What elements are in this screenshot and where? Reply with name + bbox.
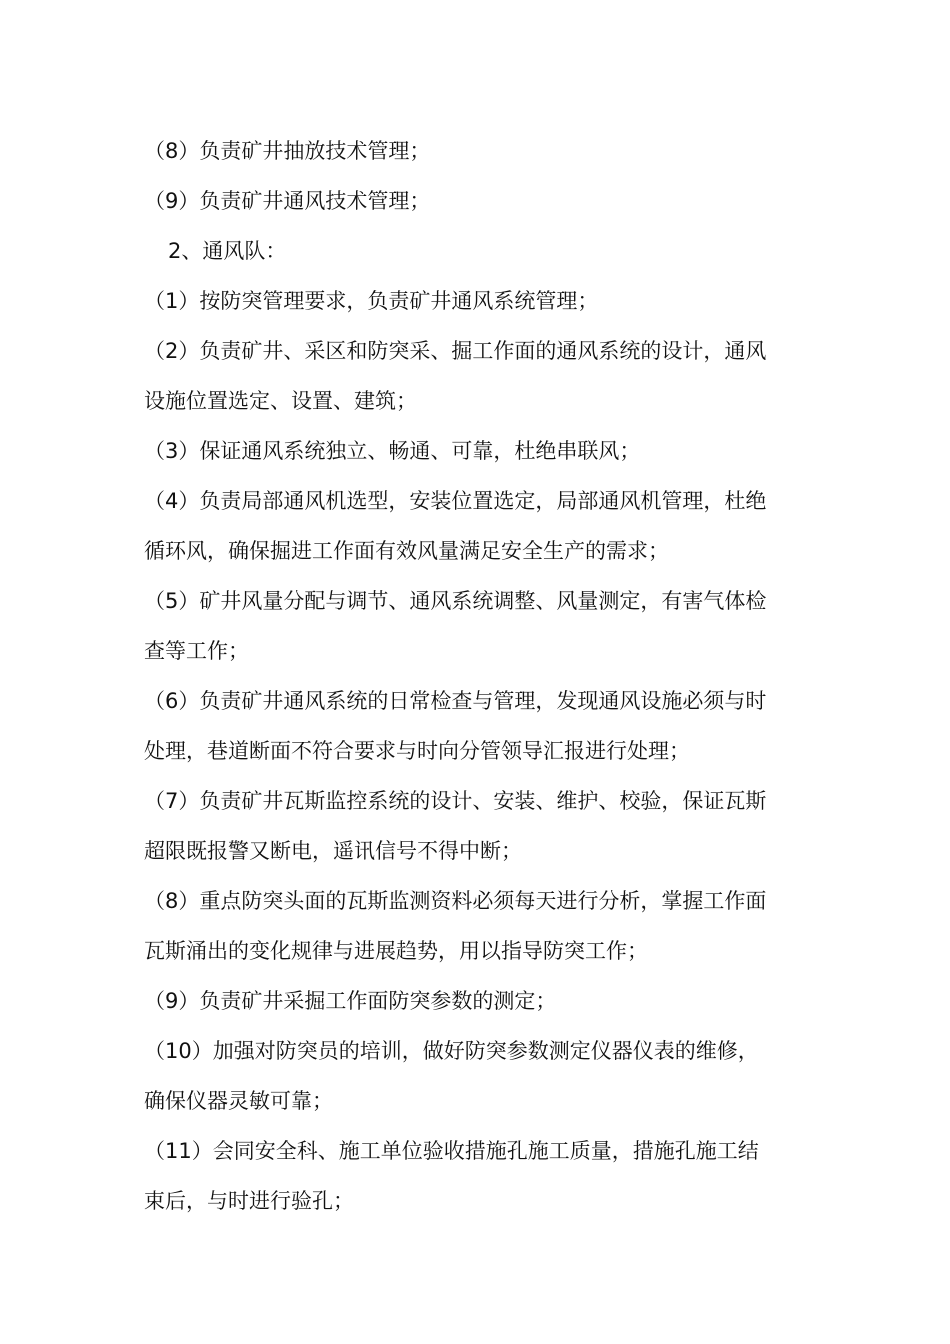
paragraph-line: （2）负责矿井、采区和防突采、掘工作面的通风系统的设计，通风	[144, 339, 767, 363]
paragraph-line: 确保仪器灵敏可靠；	[144, 1089, 333, 1113]
paragraph-line: 处理，巷道断面不符合要求与时向分管领导汇报进行处理；	[144, 739, 690, 763]
paragraph-line: （1）按防突管理要求，负责矿井通风系统管理；	[144, 289, 599, 313]
paragraph-line: （6）负责矿井通风系统的日常检查与管理，发现通风设施必须与时	[144, 689, 767, 713]
document-body	[144, 126, 810, 1226]
section-heading: 2、通风队：	[168, 239, 287, 263]
paragraph-line: （7）负责矿井瓦斯监控系统的设计、安装、维护、校验，保证瓦斯	[144, 789, 767, 813]
paragraph-line: 设施位置选定、设置、建筑；	[144, 389, 417, 413]
paragraph-line: （9）负责矿井通风技术管理；	[144, 189, 431, 213]
paragraph-line: （3）保证通风系统独立、畅通、可靠，杜绝串联风；	[144, 439, 641, 463]
paragraph-line: （8）负责矿井抽放技术管理；	[144, 139, 431, 163]
paragraph-line: （10）加强对防突员的培训，做好防突参数测定仪器仪表的维修，	[144, 1039, 759, 1063]
paragraph-line: 瓦斯涌出的变化规律与进展趋势，用以指导防突工作；	[144, 939, 648, 963]
paragraph-line: （5）矿井风量分配与调节、通风系统调整、风量测定，有害气体检	[144, 589, 767, 613]
paragraph-line: 查等工作；	[144, 639, 249, 663]
paragraph-line: 束后，与时进行验孔；	[144, 1189, 354, 1213]
paragraph-line: （4）负责局部通风机选型，安装位置选定，局部通风机管理，杜绝	[144, 489, 767, 513]
paragraph-line: （8）重点防突头面的瓦斯监测资料必须每天进行分析，掌握工作面	[144, 889, 767, 913]
paragraph-line: （9）负责矿井采掘工作面防突参数的测定；	[144, 989, 557, 1013]
paragraph-line: 循环风，确保掘进工作面有效风量满足安全生产的需求；	[144, 539, 669, 563]
paragraph-line: 超限既报警又断电，遥讯信号不得中断；	[144, 839, 522, 863]
paragraph-line: （11）会同安全科、施工单位验收措施孔施工质量，措施孔施工结	[144, 1139, 759, 1163]
